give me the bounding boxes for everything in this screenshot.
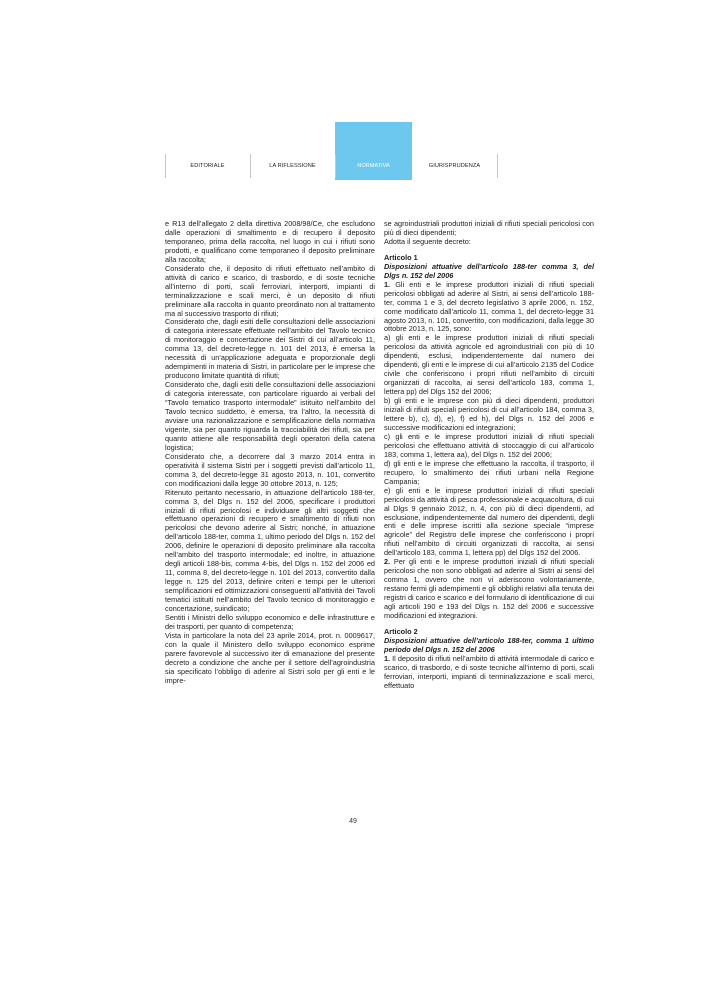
paragraph: se agroindustriali produttori iniziali di rifiuti speciali pericolosi con più di dieci dipendenti; xyxy=(384,219,594,237)
article-2-heading: Articolo 2 xyxy=(384,626,418,636)
list-item: b) gli enti e le imprese con più di dieci dipendenti, produttori iniziali di rifiuti speciali pericolosi di cui all’articolo 184, comma 3, lettere b), c), d), e), f) ed h), del Dlgs n. 152 del 2006 e successive modificazioni ed integrazioni; xyxy=(384,396,594,432)
paragraph: Considerato che, dagli esiti delle consultazioni delle associazioni di categoria interessate, con particolare riguardo ai verbali del “Tavolo tematico trasporto intermodale” istituito nell’ambito del Tavolo tecnico suddetto, è emersa, tra l’altro, la necessità di avviare una razionalizzazione e semplificazione della normativa vigente, sia per quanto riguarda la tracciabilità dei rifiuti, sia per quanto attiene alle responsabilità degli operatori della catena logistica; xyxy=(165,380,375,452)
nav-divider xyxy=(335,154,336,178)
page-number: 49 xyxy=(349,818,357,825)
tab-giurisprudenza[interactable]: GIURISPRUDENZA xyxy=(428,163,481,169)
list-item: e) gli enti e le imprese produttori iniziali di rifiuti speciali pericolosi da attività di pesca professionale e acquacoltura, di cui al Dlgs 9 gennaio 2012, n. 4, con più di dieci dipendenti, ad esclusione, indipendentemente dal numero dei dipendenti, degli enti e delle imprese iscritti alla sezione speciale “imprese agricole” del Registro delle imprese che conferiscono i propri rifiuti nell’ambito di circuiti organizzati di raccolta, ai sensi dell’articolo 183, comma 1, lettera pp) del Dlgs 152 del 2006. xyxy=(384,485,594,558)
paragraph-number: 2. xyxy=(384,557,391,567)
article-1-paragraph-2 xyxy=(384,558,594,621)
paragraph: Considerato che, il deposito di rifiuti effettuato nell’ambito di attività di carico e scarico, di trasbordo, e di soste tecniche all’interno di porti, scali ferroviari, interporti, impianti di terminalizzazione e scali merci, è un deposito di rifiuti preliminare alla raccolta in quanto preordinato non al trattamento ma al successivo trasporto di rifiuti; xyxy=(165,263,375,318)
left-text-column xyxy=(165,220,375,686)
paragraph-number: 1. xyxy=(384,653,391,663)
paragraph-text: Gli enti e le imprese produttori iniziali di rifiuti speciali pericolosi obbligati ad aderire al Sistri, ai sensi dell’articolo 188-ter, comma 1 e 3, del decreto legislativo 3 aprile 2006, n. 152, come modificato dall’articolo 11, comma 1, del decreto-legge 31 agosto 2013, n. 101, convertito, con modificazioni, dalla legge 30 ottobre 2013, n. 125, sono: xyxy=(384,279,594,334)
paragraph: Ritenuto pertanto necessario, in attuazione dell’articolo 188-ter, comma 3, del Dlgs n. 152 del 2006, specificare i produttori iniziali di rifiuti pericolosi e individuare gli altri soggetti che effettuano operazioni di recupero e smaltimento di rifiuti non pericolosi che devono aderire al Sistri; nonché, in attuazione dell’articolo 188-ter, comma 1, ultimo periodo del Dlgs n. 152 del 2006, definire le operazioni di deposito preliminare alla raccolta nell’ambito del trasporto intermodale; ed inoltre, in attuazione degli articoli 188-bis, comma 4-bis, del Dlgs n. 152 del 2006 ed 11, comma 8, del decreto-legge n. 101 del 2013, convertito dalla legge n. 125 del 2013, definire criteri e tempi per le ulteriori semplificazioni ed ottimizzazioni conseguenti all’attività dei Tavoli tematici istituiti nell’ambito del Tavolo tecnico di monitoraggio e concertazione, suindicato; xyxy=(165,487,375,613)
tab-normativa[interactable]: NORMATIVA xyxy=(357,163,390,169)
article-2-paragraph-1 xyxy=(384,655,594,691)
paragraph: Vista in particolare la nota del 23 aprile 2014, prot. n. 0009617, con la quale il Ministero dello sviluppo economico esprime parere favorevole al successivo iter di emanazione del presente decreto a condizione che anche per il settore dell’agroindustria sia specificato l’obbligo di aderire al Sistri solo per gli enti e le impre- xyxy=(165,630,375,685)
paragraph: Considerato che, a decorrere dal 3 marzo 2014 entra in operatività il sistema Sistri per i soggetti previsti dall’articolo 11, comma 3, del decreto-legge 31 agosto 2013, n. 101, convertito con modificazioni dalla legge 30 ottobre 2013, n. 125; xyxy=(165,451,375,488)
paragraph: Considerato che, dagli esiti delle consultazioni delle associazioni di categoria interessate effettuate nell’ambito del Tavolo tecnico di monitoraggio e concertazione dei Sistri di cui all’articolo 11, comma 13, del decreto-legge n. 101 del 2013, è emersa la necessità di un’applicazione adeguata e proporzionale degli adempimenti in materia di Sistri, in particolare per le imprese che producono limitate quantità di rifiuti; xyxy=(165,317,375,381)
paragraph-number: 1. xyxy=(384,279,391,289)
list-item: a) gli enti e le imprese produttori iniziali di rifiuti speciali pericolosi da attività agricole ed agroindustriali con più di 10 dipendenti, esclusi, indipendentemente dal numero dei dipendenti, gli enti e le imprese di cui all’articolo 2135 del Codice civile che conferiscono i propri rifiuti nell’ambito di circuiti organizzati di raccolta, ai sensi dell’articolo 183, comma 1, lettera pp) del Dlgs 152 del 2006; xyxy=(384,333,594,397)
right-text-column xyxy=(384,220,594,691)
paragraph-text: Per gli enti e le imprese produttori iniziali di rifiuti speciali pericolosi che non sono obbligati ad aderire al Sistri ai sensi del comma 1, ovvero che non vi aderiscono volontariamente, restano fermi gli adempimenti e gli obblighi relativi alla tenuta dei registri di carico e scarico e del formulario di identificazione di cui agli articoli 190 e 193 del Dlgs n. 152 del 2006 e successive modificazioni ed integrazioni. xyxy=(384,557,594,620)
paragraph: Adotta il seguente decreto: xyxy=(384,236,471,246)
nav-divider xyxy=(497,154,498,178)
list-item: d) gli enti e le imprese che effettuano la raccolta, il trasporto, il recupero, lo smaltimento dei rifiuti urbani nella Regione Campania; xyxy=(384,458,594,486)
article-1-paragraph-1 xyxy=(384,281,594,335)
paragraph-text: Il deposito di rifiuti nell’ambito di attività intermodale di carico e scarico, di trasbordo, e di soste tecniche all’interno di porti, scali ferroviari, interporti, impianti di terminalizzazione e scali merci, effettuato xyxy=(384,653,594,690)
tab-editoriale[interactable]: EDITORIALE xyxy=(190,163,225,169)
article-1-heading: Articolo 1 xyxy=(384,252,418,262)
paragraph: e R13 dell’allegato 2 della direttiva 2008/98/Ce, che escludono dalle operazioni di smaltimento e di recupero il deposito temporaneo, prima della raccolta, nel luogo in cui i rifiuti sono prodotti, e qualificano come temporaneo il deposito preliminare alla raccolta; xyxy=(165,219,375,264)
tab-la-riflessione[interactable]: LA RIFLESSIONE xyxy=(269,163,316,169)
article-2-subtitle: Disposizioni attuative dell’articolo 188-ter, comma 1 ultimo periodo del Dlgs n. 152 del 2006 xyxy=(384,635,594,654)
paragraph: Sentiti i Ministri dello sviluppo economico e delle infrastrutture e dei trasporti, per quanto di competenza; xyxy=(165,612,375,631)
article-1-subtitle: Disposizioni attuative dell’articolo 188-ter comma 3, del Dlgs n. 152 del 2006 xyxy=(384,261,594,280)
list-item: c) gli enti e le imprese produttori iniziali di rifiuti speciali pericolosi che effettuano attività di stoccaggio di cui all’articolo 183, comma 1, lettera aa), del Dlgs n. 152 del 2006; xyxy=(384,431,594,459)
section-nav xyxy=(165,152,540,180)
